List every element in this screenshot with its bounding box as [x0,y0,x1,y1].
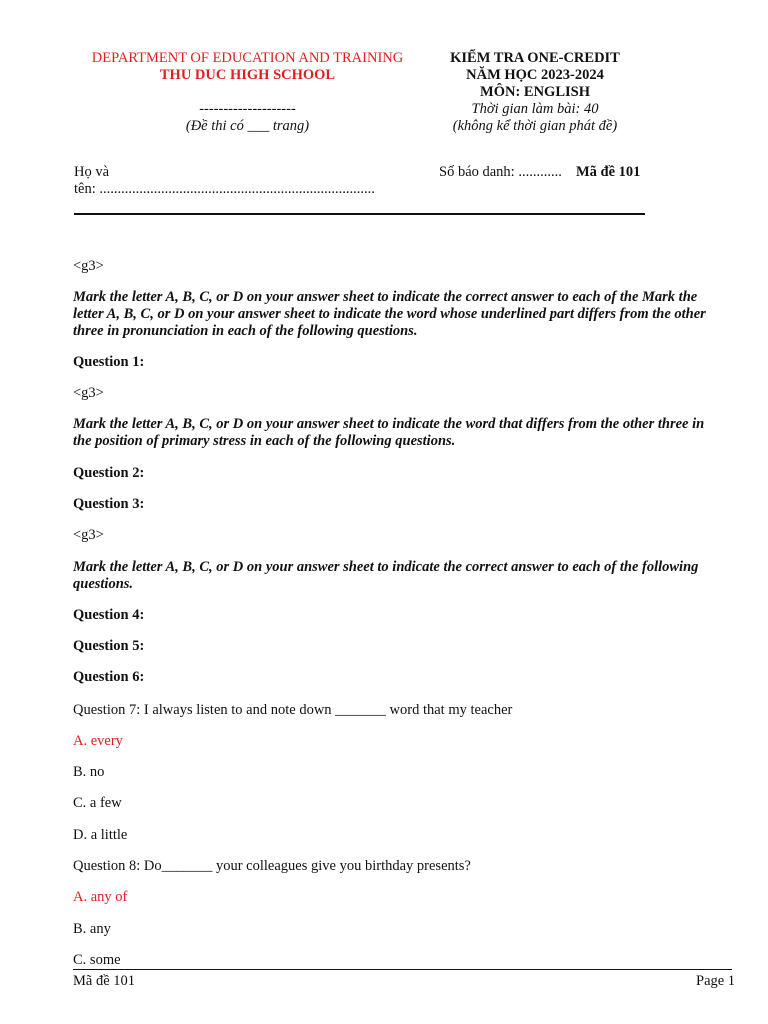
student-id-label: Số báo danh: ............ [439,164,562,180]
exam-title: KIỂM TRA ONE-CREDIT [450,50,620,66]
question-4: Question 4: [73,607,145,623]
school-year: NĂM HỌC 2023-2024 [466,67,604,83]
student-name-field [74,164,414,198]
question-7: Question 7: I always listen to and note down _______ word that my teacher [73,702,513,718]
exam-code: Mã đề 101 [576,164,641,180]
school-name: THU DUC HIGH SCHOOL [159,67,336,83]
q8-option-c: C. some [73,952,121,968]
section-tag: <g3> [73,385,104,401]
instruction-pronunciation: Mark the letter A, B, C, or D on your answer sheet to indicate the correct answer to each of the Mark the letter A, B, C, or D on your answer sheet to indicate the word whose underlined part differs from the other three in pronunciation in each of the following questions. [73,289,706,339]
header-divider [74,213,645,215]
subject: MÔN: ENGLISH [480,84,590,100]
pages-note: (Đề thi có ___ trang) [185,118,310,134]
header-left [60,50,435,135]
instruction-stress: Mark the letter A, B, C, or D on your answer sheet to indicate the word that differs from the other three in the position of primary stress in each of the following questions. [73,416,705,449]
q7-option-a: A. every [73,733,123,749]
question-8: Question 8: Do_______ your colleagues give you birthday presents? [73,858,471,874]
question-1: Question 1: [73,354,145,370]
header-dashes: -------------------- [199,101,296,117]
instruction-grammar: Mark the letter A, B, C, or D on your answer sheet to indicate the correct answer to each of the following questions. [73,559,699,592]
q8-option-a: A. any of [73,889,128,905]
header-right [425,50,645,135]
exam-time: Thời gian làm bài: 40 [471,101,599,117]
section-tag: <g3> [73,527,104,543]
q7-option-b: B. no [73,764,105,780]
page-number: Page 1 [696,973,736,989]
question-6: Question 6: [73,669,145,685]
section-tag: <g3> [73,258,104,274]
name-label-line2: tên: ............................................................................ [74,181,375,197]
footer-exam-code: Mã đề 101 [73,973,136,989]
footer-divider [73,969,732,970]
question-5: Question 5: [73,638,145,654]
q8-option-b: B. any [73,921,111,937]
department-name: DEPARTMENT OF EDUCATION AND TRAINING [91,50,404,66]
question-2: Question 2: [73,465,145,481]
q7-option-d: D. a little [73,827,128,843]
q7-option-c: C. a few [73,795,122,811]
exam-time-note: (không kể thời gian phát đề) [452,118,618,134]
question-3: Question 3: [73,496,145,512]
name-label-line1: Họ và [74,164,110,180]
